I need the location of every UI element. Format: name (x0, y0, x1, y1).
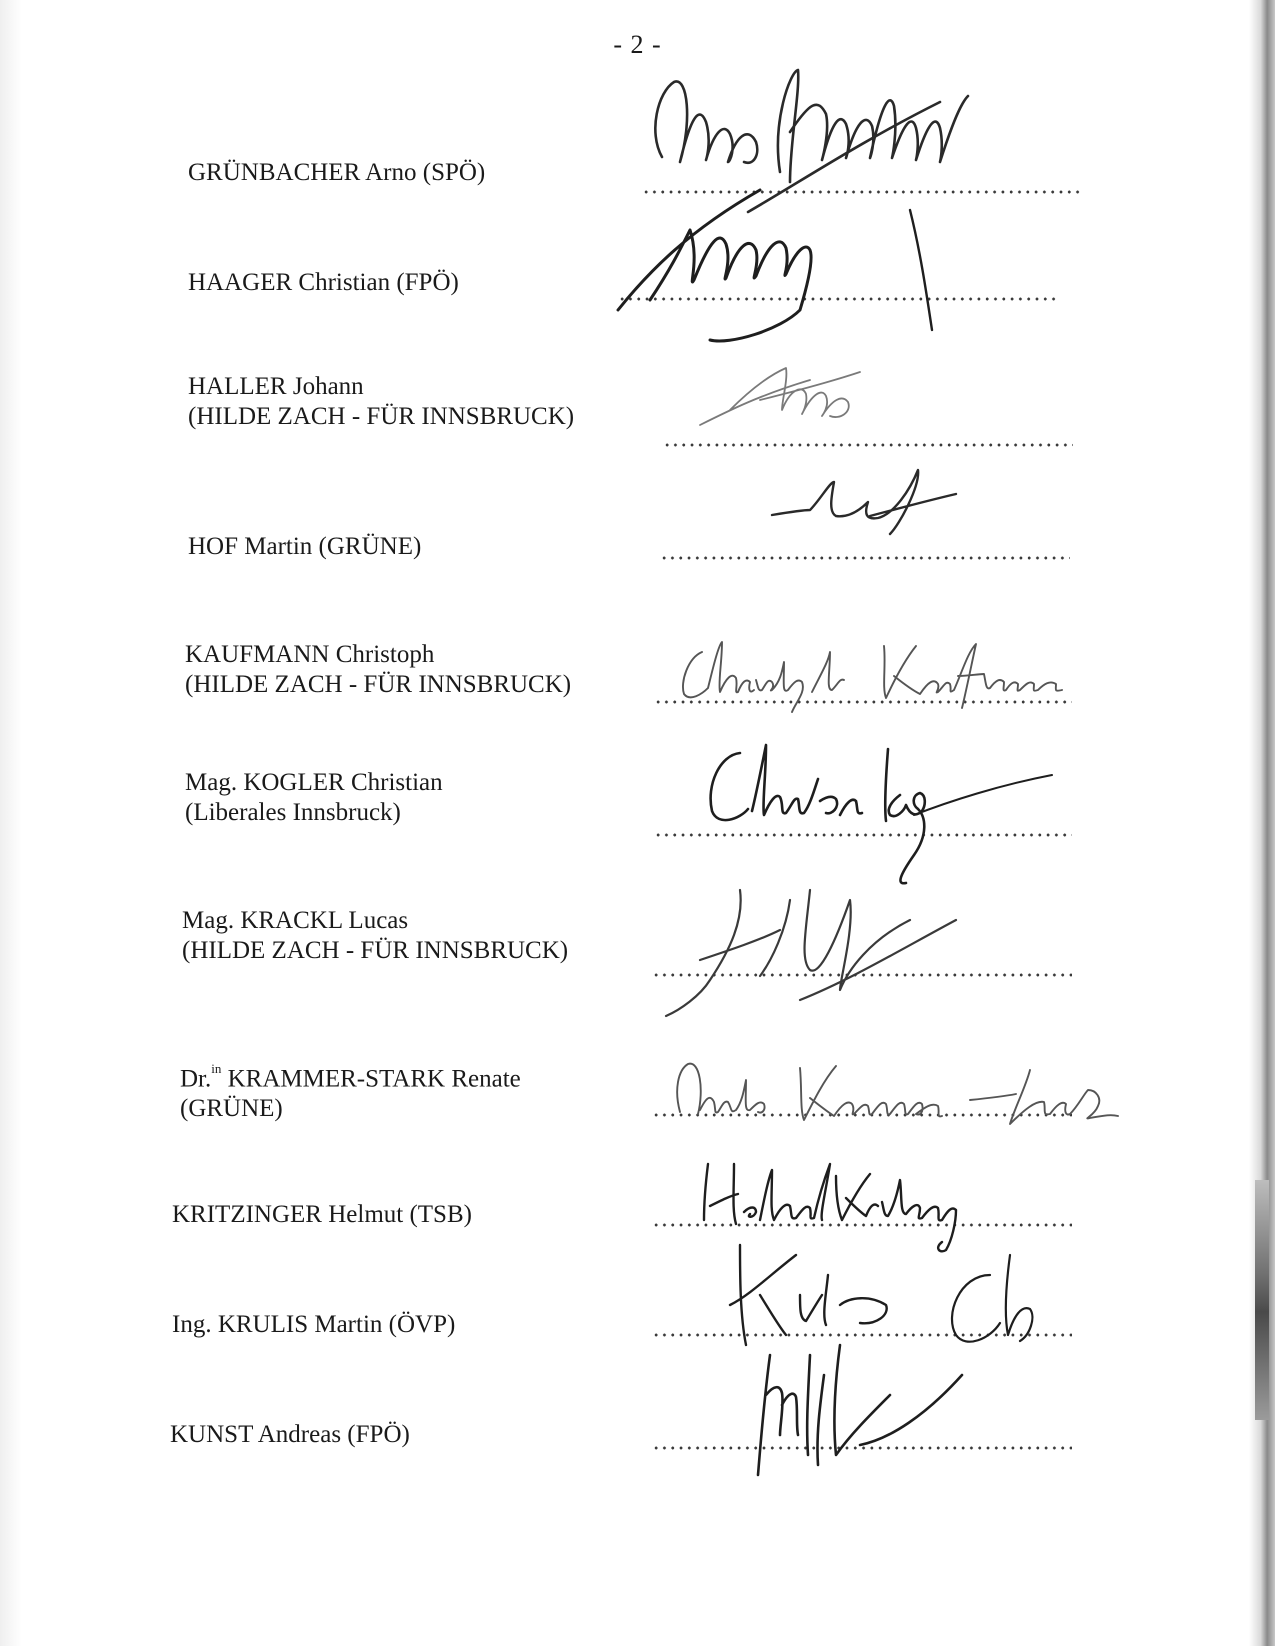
signatory-name-line1: KUNST Andreas (FPÖ) (170, 1421, 410, 1448)
scan-left-shadow (0, 0, 22, 1646)
signatory-name (172, 1200, 472, 1230)
signature (670, 1050, 1130, 1130)
signatory-name-line1: Ing. KRULIS Martin (ÖVP) (172, 1311, 456, 1338)
signatory-name-line1: Mag. KRACKL Lucas (182, 907, 409, 934)
signature (690, 350, 890, 440)
signatory-name (188, 532, 421, 562)
signatory-name (185, 640, 571, 700)
signature-line (652, 1223, 1072, 1227)
signature (610, 180, 970, 350)
scan-right-edge-shadow (1255, 1180, 1269, 1420)
signatory-name-line1: HOF Martin (GRÜNE) (188, 533, 422, 560)
signatory-name (188, 372, 574, 432)
signatory-name-line1: GRÜNBACHER Arno (SPÖ) (188, 159, 486, 186)
signatory-name-line2: (HILDE ZACH - FÜR INNSBRUCK) (185, 671, 572, 698)
signatory-name-line2: (HILDE ZACH - FÜR INNSBRUCK) (182, 937, 569, 964)
signatory-name (188, 268, 459, 298)
signature (770, 460, 960, 540)
signatory-name-line1: KAUFMANN Christoph (185, 641, 435, 668)
name-prefix-sup: in (211, 1061, 222, 1076)
page-number: - 2 - (613, 30, 662, 59)
signature-line (652, 1113, 1072, 1117)
signatory-name (172, 1310, 455, 1340)
name-prefix: Dr. (180, 1065, 212, 1093)
signatory-name (180, 1058, 521, 1124)
signatory-name (188, 158, 485, 188)
signatory-name-line1: KRITZINGER Helmut (TSB) (172, 1201, 472, 1228)
signature (700, 735, 1060, 895)
signature (690, 1150, 990, 1260)
signature-line (660, 556, 1070, 560)
signatory-name (182, 906, 568, 966)
signatory-name (185, 768, 443, 828)
signatory-name-line2: (HILDE ZACH - FÜR INNSBRUCK) (188, 403, 575, 430)
signature-line (652, 1446, 1072, 1450)
signatory-name-line1 (180, 1058, 521, 1094)
signature-line (652, 973, 1072, 977)
signatory-name-line1: HAAGER Christian (FPÖ) (188, 269, 459, 296)
signature-line (654, 700, 1072, 704)
signatory-name-line2: (GRÜNE) (180, 1095, 283, 1123)
signature-line (654, 833, 1072, 837)
signature-line (652, 1333, 1072, 1337)
signature (740, 1335, 1000, 1485)
signatory-name-line1: Mag. KOGLER Christian (185, 769, 443, 796)
signature (660, 880, 960, 1020)
signatory-name-line2: (Liberales Innsbruck) (185, 799, 401, 826)
signature-line (642, 190, 1082, 194)
signature-line (618, 297, 1058, 301)
name-main: KRAMMER-STARK Renate (221, 1065, 521, 1093)
signatory-name (170, 1420, 410, 1450)
signatory-name-line1: HALLER Johann (188, 373, 364, 400)
signature-line (663, 443, 1073, 447)
signature (700, 1235, 1100, 1385)
